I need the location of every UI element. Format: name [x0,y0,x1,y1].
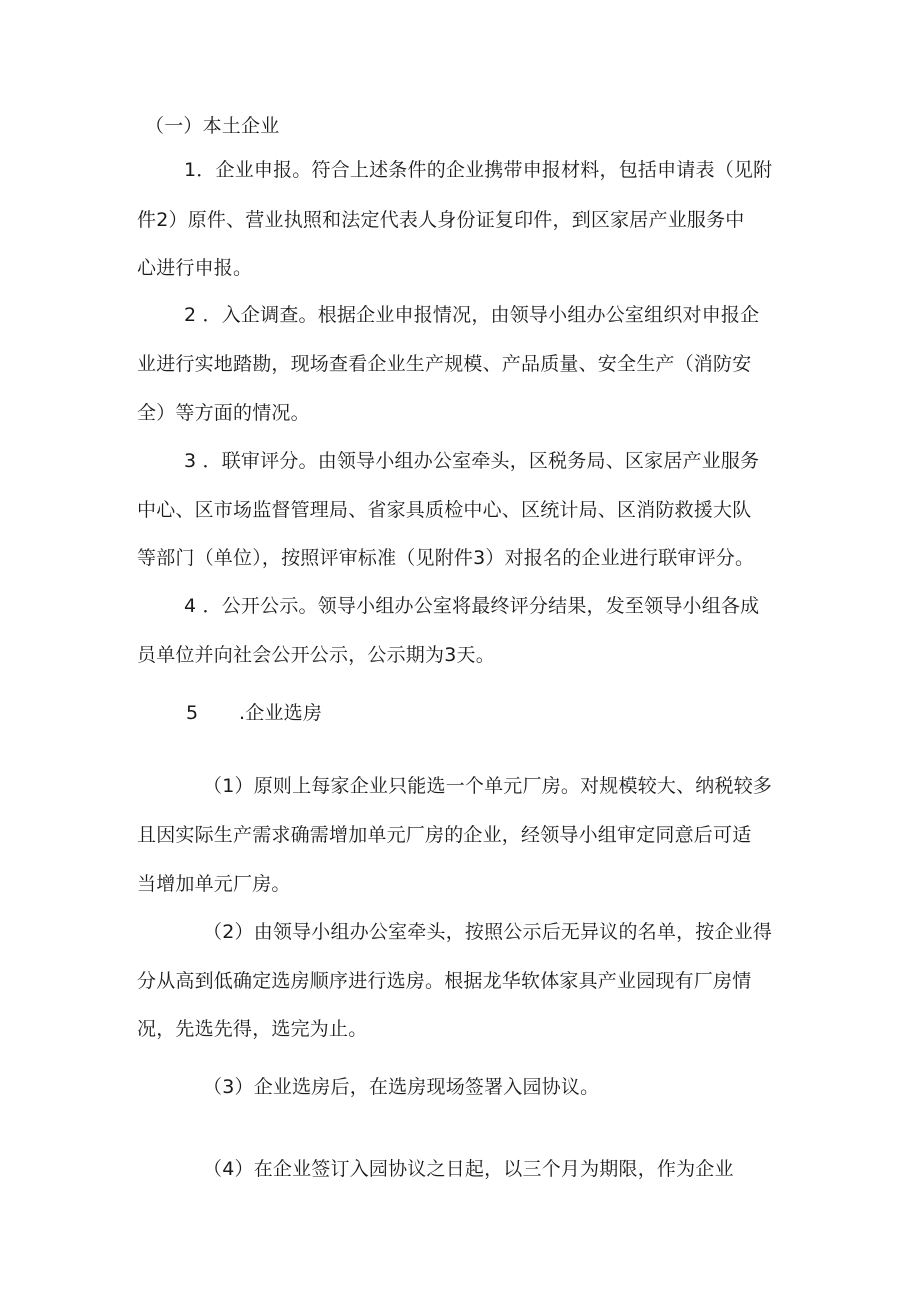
paragraph-line: 等部门（单位），按照评审标准（见附件3）对报名的企业进行联审评分。 [137,547,755,569]
sub-paragraph-line: （1）原则上每家企业只能选一个单元厂房。对规模较大、纳税较多 [203,775,773,797]
paragraph-line: 3 ．联审评分。由领导小组办公室牵头，区税务局、区家居产业服务 [184,450,760,472]
paragraph-line: 1．企业申报。符合上述条件的企业携带申报材料，包括申请表（见附 [184,159,773,181]
paragraph-line: 员单位并向社会公开公示，公示期为3天。 [137,644,495,666]
paragraph-line: 全）等方面的情况。 [137,402,310,424]
paragraph-line: 心进行申报。 [137,257,253,279]
paragraph-line: 4 ．公开公示。领导小组办公室将最终评分结果，发至领导小组各成 [184,595,760,617]
sub-paragraph-line: 分从高到低确定选房顺序进行选房。根据龙华软体家具产业园现有厂房情 [137,970,752,992]
sub-paragraph-line: （4）在企业签订入园协议之日起，以三个月为期限，作为企业 [203,1158,734,1180]
paragraph-line: 中心、区市场监督管理局、省家具质检中心、区统计局、区消防救援大队 [137,499,752,521]
sub-paragraph-line: 况，先选先得，选完为止。 [137,1018,368,1040]
sub-paragraph-line: 当增加单元厂房。 [137,873,291,895]
paragraph-line: 件2）原件、营业执照和法定代表人身份证复印件，到区家居产业服务中 [137,209,745,231]
paragraph-line: 2 ．入企调查。根据企业申报情况，由领导小组办公室组织对申报企 [184,304,760,326]
item-number: 5 [186,702,199,724]
paragraph-line: 业进行实地踏勘，现场查看企业生产规模、产品质量、安全生产（消防安 [137,353,752,375]
item-title: .企业选房 [239,702,323,724]
section-heading: （一）本土企业 [145,115,280,137]
sub-paragraph-line: 且因实际生产需求确需增加单元厂房的企业，经领导小组审定同意后可适 [137,824,752,846]
sub-paragraph-line: （2）由领导小组办公室牵头，按照公示后无异议的名单，按企业得 [203,921,773,943]
sub-paragraph-line: （3）企业选房后，在选房现场签署入园协议。 [203,1076,600,1098]
